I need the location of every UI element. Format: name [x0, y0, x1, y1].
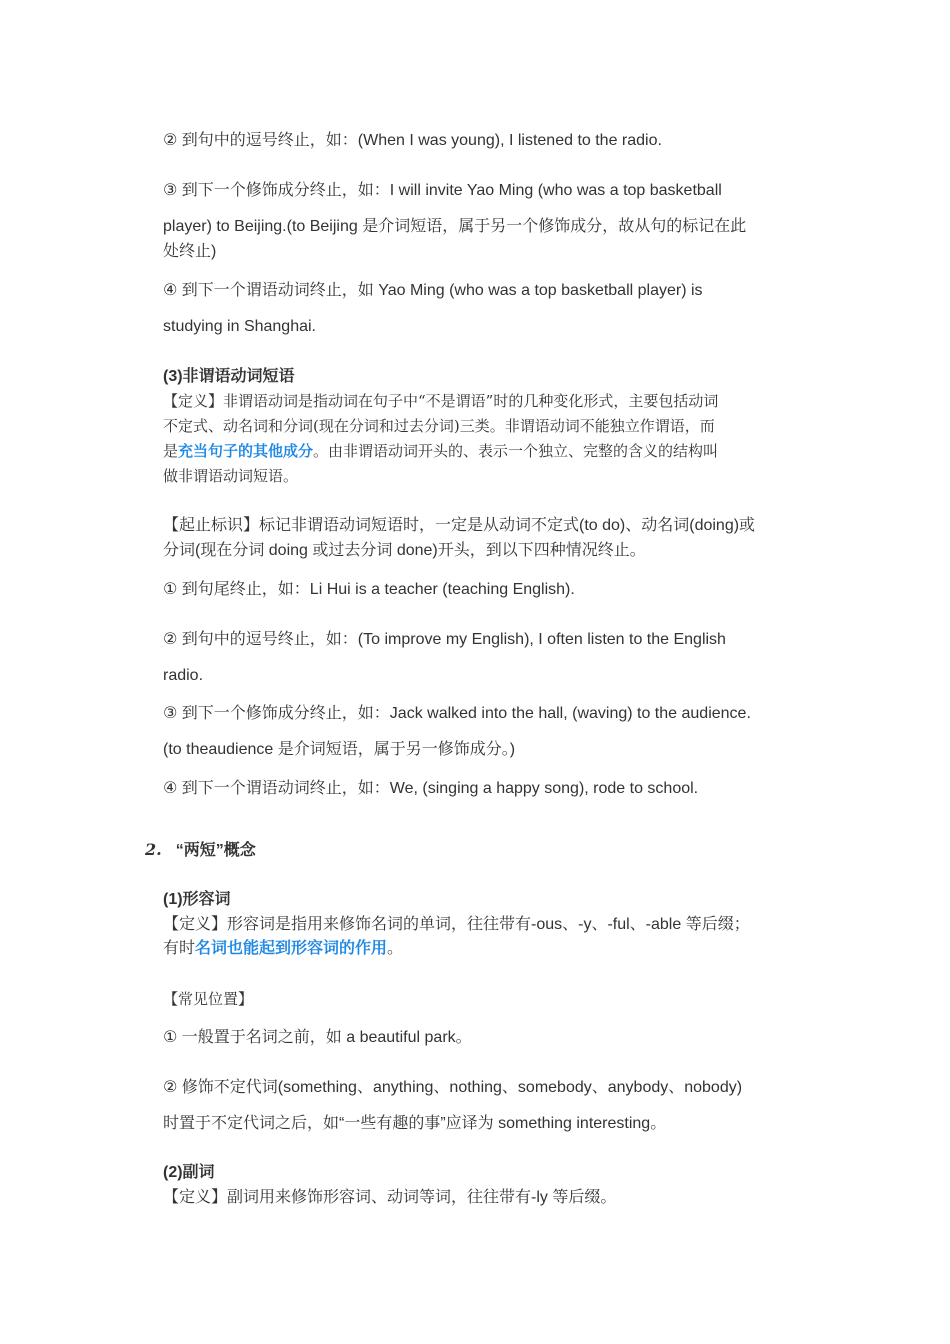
text-line: ① 一般置于名词之前，如 a beautiful park。 — [163, 1029, 472, 1046]
text-line: ② 到句中的逗号终止，如：(When I was young), I listened to the radio. — [163, 132, 662, 149]
text-line: 【定义】形容词是指用来修饰名词的单词，往往带有-ous、-y、-ful、-able 等后缀； — [163, 916, 750, 933]
text-line: ② 修饰不定代词(something、anything、nothing、somebody、anybody、nobody) — [163, 1079, 743, 1096]
text-line: ③ 到下一个修饰成分终止，如：Jack walked into the hall, (waving) to the audience. — [163, 705, 751, 722]
subheading-adjective: (1)形容词 — [163, 891, 231, 908]
text-line: 【常见位置】 — [163, 990, 254, 1008]
text-line: 【起止标识】标记非谓语动词短语时，一定是从动词不定式(to do)、动名词(doing)或 — [163, 517, 756, 534]
text-line: 【定义】非谓语动词是指动词在句子中“不是谓语”时的几种变化形式，主要包括动词 — [163, 392, 719, 410]
highlighted-link-text[interactable]: 充当句子的其他成分 — [178, 442, 314, 460]
text-line: 做非谓语动词短语。 — [163, 467, 299, 485]
text-span: 是 — [163, 442, 179, 460]
text-line: radio. — [163, 667, 204, 684]
text-line: ③ 到下一个修饰成分终止，如：I will invite Yao Ming (who was a top basketball — [163, 182, 722, 199]
text-line: (to theaudience 是介词短语，属于另一修饰成分。) — [163, 741, 516, 758]
section-heading — [145, 839, 256, 862]
subheading-adverb: (2)副词 — [163, 1164, 215, 1181]
text-line: ④ 到下一个谓语动词终止，如：We, (singing a happy song), rode to school. — [163, 780, 699, 797]
text-line: ① 到句尾终止，如：Li Hui is a teacher (teaching English). — [163, 581, 575, 598]
section-title: “两短”概念 — [175, 842, 256, 859]
text-span: 有时 — [163, 940, 196, 957]
text-line: 【定义】副词用来修饰形容词、动词等词，往往带有-ly 等后缀。 — [163, 1189, 617, 1206]
text-line: player) to Beijing.(to Beijing 是介词短语，属于另一个修饰成分，故从句的标记在此 — [163, 218, 747, 235]
text-line: ② 到句中的逗号终止，如：(To improve my English), I often listen to the English — [163, 631, 726, 648]
text-span: 。 — [387, 940, 404, 957]
text-line: 不定式、动名词和分词(现在分词和过去分词)三类。非谓语动词不能独立作谓语，而 — [163, 417, 715, 435]
highlighted-link-text[interactable]: 名词也能起到形容词的作用 — [195, 940, 388, 957]
subheading-nonfinite: (3)非谓语动词短语 — [163, 368, 295, 385]
text-span: 。由非谓语动词开头的、表示一个独立、完整的含义的结构叫 — [313, 442, 719, 460]
text-line: 分词(现在分词 doing 或过去分词 done)开头，到以下四种情况终止。 — [163, 542, 646, 559]
text-line: studying in Shanghai. — [163, 318, 316, 335]
text-line: ④ 到下一个谓语动词终止，如 Yao Ming (who was a top basketball player) is — [163, 282, 703, 299]
text-line: 处终止) — [163, 243, 217, 260]
text-line: 时置于不定代词之后，如“一些有趣的事”应译为 something interesting。 — [163, 1115, 667, 1132]
text-line — [163, 440, 718, 462]
text-line — [163, 938, 403, 960]
section-number: 2. — [145, 840, 162, 859]
